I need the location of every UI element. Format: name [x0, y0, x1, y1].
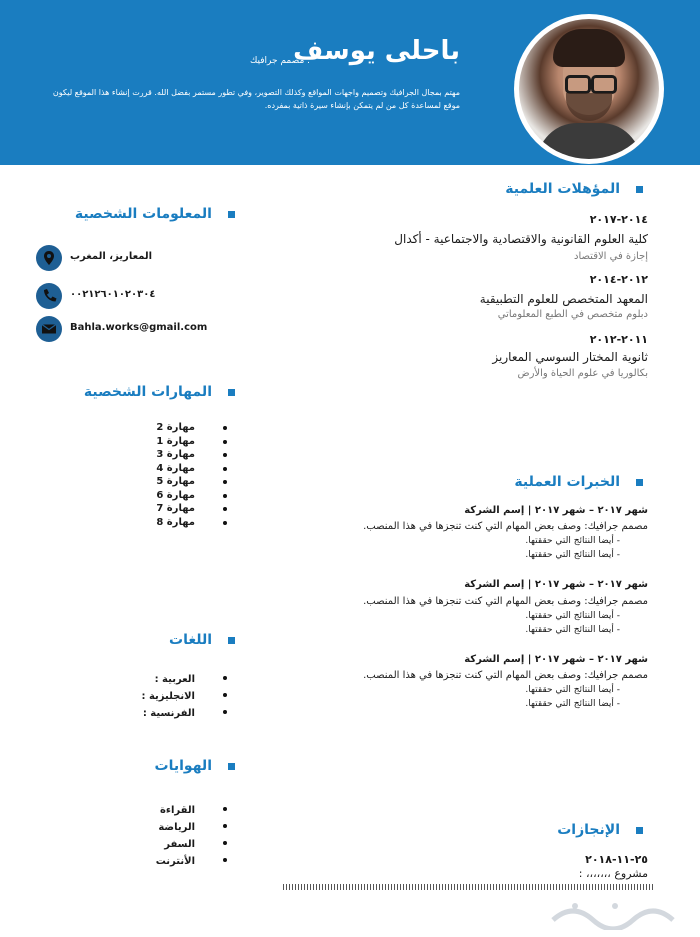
- list-item: مهارة 5: [156, 476, 195, 487]
- job-result: - أيضا النتائج التي حققتها.: [525, 625, 620, 635]
- location-icon: [36, 245, 62, 271]
- hobbies-title: الهوايات: [155, 758, 235, 774]
- qualification-degree: دبلوم متخصص في الطبع المعلوماتي: [497, 309, 648, 320]
- languages-title: اللغات: [169, 632, 235, 648]
- skills-title: المهارات الشخصية: [84, 384, 235, 400]
- job-result: - أيضا النتائج التي حققتها.: [525, 536, 620, 546]
- footer-dotted-line: [283, 884, 655, 890]
- job-result: - أيضا النتائج التي حققتها.: [525, 611, 620, 621]
- qualifications-title: المؤهلات العلمية: [505, 181, 643, 197]
- header-banner: [0, 0, 700, 165]
- qualification-date: ٢٠١١-٢٠١٢: [589, 333, 648, 346]
- list-item: العربية :: [141, 671, 195, 688]
- watermark-logo: [545, 896, 690, 930]
- job-description: مصمم جرافيك: وصف بعض المهام التي كنت تنجزها في هذا المنصب.: [363, 521, 648, 532]
- achievements-title: الإنجازات: [557, 822, 643, 838]
- qualification-org: ثانوية المختار السوسي المعاريز: [492, 350, 648, 364]
- qualification-degree: إجازة في الاقتصاد: [574, 251, 648, 262]
- list-item: مهارة 1: [156, 435, 195, 447]
- languages-list: [141, 671, 195, 722]
- list-item: الانجليزية :: [141, 688, 195, 705]
- job-role: . مصمم جرافيك: [249, 56, 310, 66]
- address-text: المعاريز، المغرب: [70, 251, 153, 262]
- achievement-project: مشروع ،،،،،،، :: [578, 867, 648, 880]
- email-text[interactable]: Bahla.works@gmail.com: [70, 322, 208, 333]
- hobbies-list: [156, 802, 195, 870]
- qualification-date: ٢٠١٤-٢٠١٧: [589, 213, 648, 226]
- job-result: - أيضا النتائج التي حققتها.: [525, 685, 620, 695]
- qualification-degree: بكالوريا في علوم الحياة والأرض: [517, 368, 648, 379]
- skills-list: [156, 421, 195, 529]
- job-result: - أيضا النتائج التي حققتها.: [525, 699, 620, 709]
- job-header: شهر ٢٠١٧ – شهر ٢٠١٧ | إسم الشركة: [464, 505, 648, 516]
- personal-info-title: المعلومات الشخصية: [75, 206, 235, 222]
- list-item: مهارة 3: [156, 449, 195, 460]
- job-header: شهر ٢٠١٧ – شهر ٢٠١٧ | إسم الشركة: [464, 579, 648, 590]
- list-item: مهارة 2: [156, 422, 195, 433]
- list-item: مهارة 8: [156, 516, 195, 528]
- list-item: مهارة 7: [156, 503, 195, 514]
- list-item: مهارة 6: [156, 489, 195, 501]
- list-item: الأنترنت: [156, 853, 195, 870]
- list-item: الفرنسية :: [141, 705, 195, 722]
- profile-photo: [514, 14, 664, 164]
- experience-title: الخبرات العملية: [514, 474, 643, 490]
- phone-text[interactable]: ٠٠٢١٢٦٠١٠٢٠٣٠٤: [70, 289, 156, 300]
- job-header: شهر ٢٠١٧ – شهر ٢٠١٧ | إسم الشركة: [464, 654, 648, 665]
- phone-icon: [36, 283, 62, 309]
- qualification-org: المعهد المتخصص للعلوم التطبيقية: [479, 292, 648, 306]
- list-item: السفر: [156, 836, 195, 853]
- full-name: باحلى يوسف: [293, 36, 460, 66]
- email-icon: [36, 316, 62, 342]
- list-item: الرياضة: [156, 819, 195, 836]
- qualification-org: كلية العلوم القانونية والاقتصادية والاجتماعية - أكدال: [394, 232, 648, 246]
- list-item: مهارة 4: [156, 462, 195, 474]
- intro-text: مهتم بمجال الجرافيك وتصميم واجهات المواقع وكذلك التصوير، وفي تطور مستمر بفضل الله. قررت إنشاء هذا الموقع ليكون موقع لمساعدة كل من لم يتمكن بإنشاء سيرة ذاتية بمفرده.: [52, 88, 460, 110]
- achievement-date: ٢٥-١١-٢٠١٨: [585, 853, 648, 866]
- job-description: مصمم جرافيك: وصف بعض المهام التي كنت تنجزها في هذا المنصب.: [363, 670, 648, 681]
- job-description: مصمم جرافيك: وصف بعض المهام التي كنت تنجزها في هذا المنصب.: [363, 596, 648, 607]
- list-item: القراءة: [156, 802, 195, 819]
- qualification-date: ٢٠١٢-٢٠١٤: [589, 273, 648, 286]
- job-result: - أيضا النتائج التي حققتها.: [525, 550, 620, 560]
